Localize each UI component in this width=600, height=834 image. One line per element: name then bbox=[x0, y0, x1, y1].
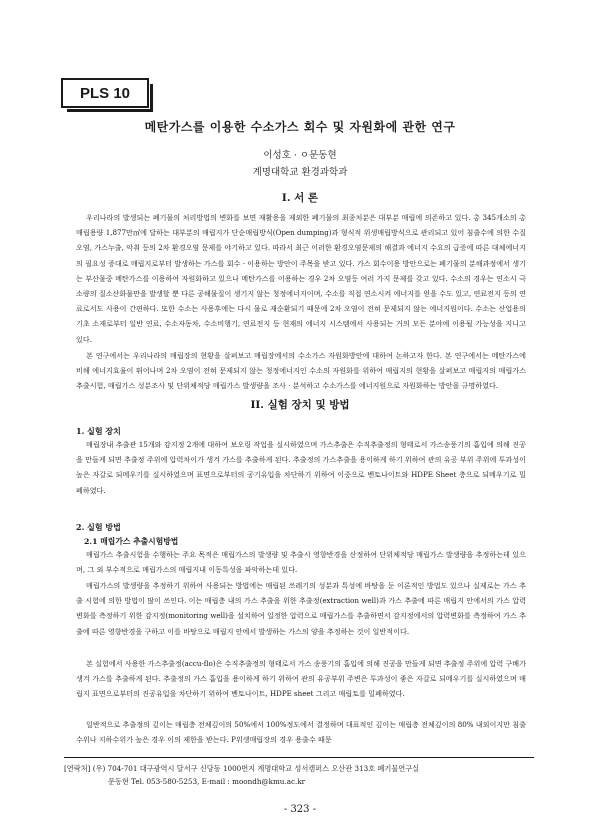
method-paragraph-3: 본 실험에서 사용한 가스추출정(accu-flo)은 수직추출정의 형태로서 가스 송풍기의 흡입에 의해 진공을 만들게 되면 추출정 주위에 압력 구배가 생겨 가스를 추출하게 된다. 추출정의 가스 흡입을 용이하게 하기 위하여 관의 유공부위 주변은 투과성이 좋은 자갈로 되메우기를 실시하였으며 매립지 표면으로부터의 진공유입을 차단하기 위하여 벤토나이트, HDPE sheet 그리고 매립토를 밀폐하였다. bbox=[76, 659, 526, 699]
paper-title: 메탄가스를 이용한 수소가스 회수 및 자원화에 관한 연구 bbox=[144, 120, 456, 134]
method-paragraph-1: 매립가스 추출시험을 수행하는 주요 목적은 매립가스의 발생량 및 추출시 영향반경을 산정하여 단위체적당 매립가스 발생량을 추정하는데 있으며, 그 외 부수적으로 매립가스의 매립지내 이동특성을 파악하는데 있다. bbox=[76, 550, 526, 575]
paper-id-text: PLS 10 bbox=[79, 84, 131, 102]
intro-paragraph-1: 우리나라의 발생되는 폐기물의 처리방법의 변화를 보면 재활용을 제외한 폐기물의 최종처분은 대부분 매립에 의존하고 있다. 총 345개소의 총매립용량 1,877만㎥에 달하는 대부분의 매립지가 단순매립방식(Open dumping)과 형식적 위생매립방식으로 관리되고 있어 침출수에 의한 수질오염, 가스누출, 악취 등의 2차 환경오염 문제를 야기하고 있다. 따라서 최근 이러한 환경오염문제의 해결과 에너지 수요의 급증에 따른 대체에너지의 필요성 증대로 매립지로부터 발생하는 가스를 회수 · 이용하는 방안이 주목을 받고 있다. 가스 회수이용 방안으로는 폐기물의 분해과정에서 생기는 부산물중 메탄가스를 이용하여 자원화하고 있으나 메탄가스를 이용하는 경우 2차 오염등 여러 가지 문제를 갖고 있다. 수소의 경우는 연소시 극소량의 질소산화물만을 발생할 뿐 다른 공해물질이 생기지 않는 청정에너지이며, 수소를 직접 연소시켜 에너지를 얻을 수도 있고, 연료전지 등의 연료로서도 사용이 간편하다. 또한 수소는 사용후에는 다시 물로 재순환되기 때문에 2차 오염이 전혀 문제되지 않는 에너지원이다. 수소는 산업용의 기초 소재로부터 일반 연료, 수소자동차, 수소비행기, 연료전지 등 현재의 에너지 시스템에서 사용되는 거의 모든 분야에 이용될 가능성을 지니고 있다. bbox=[76, 213, 526, 344]
subsection-heading-method: 2. 실험 방법 bbox=[76, 522, 121, 532]
contact-person: 문동현 Tel. 053-580-5253, E-mail : moondh@kmu.ac.kr bbox=[108, 777, 306, 786]
subsubsection-heading-extraction: 2.1 매립가스 추출시험방법 bbox=[84, 537, 179, 546]
affiliation: 계명대학교 환경과학과 bbox=[252, 167, 348, 178]
intro-paragraph-2: 본 연구에서는 우리나라의 매립장의 현황을 살펴보고 매립장에서의 수소가스 자원화방안에 대하여 논하고자 한다. 본 연구에서는 메탄가스에 비해 에너지효율이 뛰어나며 2차 오염이 전혀 문제되지 않는 청정에너지인 수소의 자원화를 위하여 매립지의 현황을 살펴보고 매립지의 매립가스 추출시험, 매립가스 성분조사 및 단위체적당 매립가스 발생량을 조사 · 분석하고 수소가스를 에너지원으로 자원화하는 방안을 규명하였다. bbox=[76, 351, 526, 391]
section-heading-methods: II. 실험 장치 및 방법 bbox=[250, 399, 350, 411]
apparatus-paragraph: 매립장내 추출관 15개와 감지정 2개에 대하여 보오링 작업을 실시하였으며 가스추출은 수직추출정의 형태로서 가스송풍기의 흡입에 의해 진공을 만들게 되면 추출정 주위에 압력차이가 생겨 가스를 추출하게 된다. 추출정의 가스추출을 용이하게 하기 위하여 관의 유공 부위 주위에 투과성이 높은 자갈로 되메우기를 실시하였으며 표면으로부터의 공기유입을 차단하기 위하여 이중으로 벤토나이트와 HDPE Sheet 층으로 되메우기로 밀폐하였다. bbox=[76, 440, 526, 495]
contact-address: [연락처] (우) 704-701 대구광역시 달서구 신당동 1000번지 계명대학교 성서캠퍼스 오산관 313호 폐기물연구실 bbox=[64, 764, 420, 773]
method-paragraph-2: 매립가스의 발생량을 추정하기 위하여 사용되는 방법에는 매립된 쓰레기의 성분과 특성에 바탕을 둔 이론적인 방법도 있으나 실제로는 가스 추출 시험에 의한 방법이 많이 쓰인다. 이는 매립층 내의 가스 추출을 위한 추출정(extraction well)과 가스 추출에 따른 매립지 안에서의 가스 압력 변화를 측정하기 위한 감지정(monitoring well)을 설치하여 일정한 압력으로 매립가스를 추출하면서 감지정에서의 압력변화를 측정하여 가스 추출에 따른 영향반경을 구하고 이를 바탕으로 매립지 안에서 발생하는 가스의 양을 추정하는 것이 일반적이다. bbox=[76, 581, 526, 636]
page-number: - 323 - bbox=[283, 804, 317, 815]
section-heading-introduction: I. 서 론 bbox=[281, 192, 319, 204]
paper-id-badge bbox=[61, 78, 149, 108]
contact-footer bbox=[64, 757, 534, 788]
method-paragraph-4: 일반적으로 추출정의 깊이는 매립층 전체깊이의 50%에서 100%정도에서 결정하며 대표적인 깊이는 매립층 전체깊이의 80% 내외이지만 침출수위나 지하수위가 높은 경우 이의 제한을 받는다. P위생매립장의 경우 용출수 때문 bbox=[76, 720, 526, 745]
subsection-heading-apparatus: 1. 실험 장치 bbox=[76, 426, 121, 436]
authors: 이성호 · ㅇ문동현 bbox=[263, 150, 337, 161]
